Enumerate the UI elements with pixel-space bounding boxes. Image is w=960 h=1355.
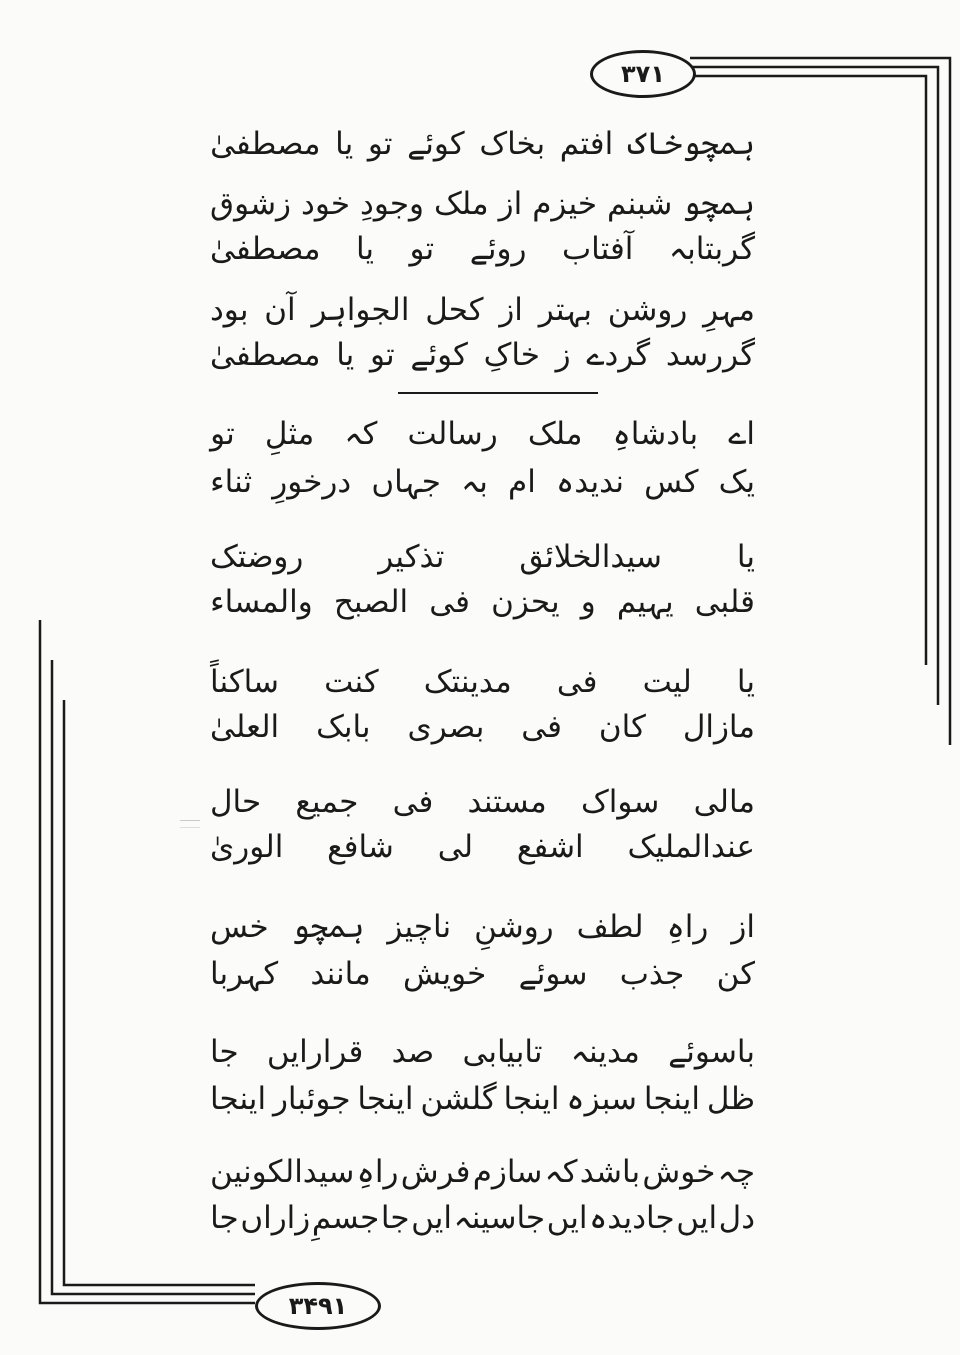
verse-word: یحزن — [491, 584, 560, 620]
verse-word: جا — [210, 1200, 239, 1236]
verse-word: سوئے — [518, 956, 588, 992]
verse-line — [210, 1196, 755, 1240]
verse-word: مستند — [467, 784, 547, 820]
verse-line — [210, 905, 755, 949]
verse-word: تابیابی — [462, 1034, 543, 1070]
verse-word: مدینہ — [570, 1034, 640, 1070]
verse-word: خس — [210, 909, 269, 945]
verse-word: جسمِ — [311, 1200, 380, 1236]
verse-word: فی — [392, 784, 434, 820]
verse-word: تو — [210, 416, 235, 452]
verse-line — [210, 1077, 755, 1121]
verse-line — [210, 780, 755, 824]
verse-word: یا — [335, 126, 354, 162]
verse-word: گردے — [586, 337, 651, 373]
verse-word: اے — [728, 416, 755, 452]
verse-word: مصطفیٰ — [210, 231, 321, 267]
verse-word: اینجا — [357, 1081, 414, 1117]
verse-word: الوریٰ — [210, 829, 284, 865]
verse-line — [210, 952, 755, 996]
verse-word: بہ — [461, 464, 488, 500]
verse-word: العلیٰ — [210, 709, 280, 745]
verse-word: صد — [391, 1034, 435, 1070]
verse-word: قلبی — [694, 584, 755, 620]
verse-word: روئے — [469, 231, 527, 267]
verse-word: راہِ — [356, 1154, 399, 1190]
verse-line — [210, 412, 755, 456]
verse-line — [210, 1150, 755, 1194]
verse-word: گلشن — [420, 1081, 497, 1117]
verse-word: والمساء — [210, 584, 313, 620]
verse-word: کنت — [324, 664, 379, 700]
verse-column — [210, 0, 755, 1355]
verse-word: شبنم — [607, 186, 673, 222]
verse-word: آن — [264, 292, 296, 328]
verse-word: مثلِ — [264, 416, 315, 452]
verse-word: جا — [380, 1200, 410, 1236]
verse-word: زاراں — [240, 1200, 311, 1236]
verse-word: کوئے — [410, 337, 468, 373]
verse-word: گررسد — [665, 337, 755, 373]
verse-word: راہِ — [666, 909, 709, 945]
verse-word: کحل — [425, 292, 484, 328]
verse-word: ہمچوخاک — [627, 126, 755, 162]
verse-word: ندیدہ — [556, 464, 624, 500]
verse-word: کوئے — [407, 126, 465, 162]
verse-line — [210, 288, 755, 332]
verse-word: کن — [716, 956, 755, 992]
verse-word: بصری — [407, 709, 485, 745]
verse-word: بود — [210, 292, 249, 328]
verse-line — [210, 227, 755, 271]
verse-word: ملک — [433, 186, 489, 222]
verse-word: ملک — [527, 416, 583, 452]
verse-word: مصطفیٰ — [210, 126, 321, 162]
verse-word: فی — [521, 709, 562, 745]
verse-line — [210, 660, 755, 704]
verse-word: ز — [555, 337, 571, 373]
verse-word: مصطفیٰ — [210, 337, 321, 373]
verse-word: بادشاہِ — [612, 416, 699, 452]
verse-word: الجواہر — [311, 292, 410, 328]
verse-word: کہربا — [210, 956, 279, 992]
verse-line — [210, 333, 755, 377]
verse-word: ایں — [411, 1200, 452, 1236]
verse-word: روشن — [607, 292, 688, 328]
verse-word: جا — [210, 1034, 239, 1070]
verse-word: کس — [644, 464, 699, 500]
verse-word: عندالملیک — [627, 829, 755, 865]
verse-word: خاکِ — [483, 337, 540, 373]
verse-word: مازال — [682, 709, 755, 745]
verse-word: ظل — [706, 1081, 755, 1117]
verse-word: فی — [429, 584, 470, 620]
verse-word: خوش — [642, 1154, 716, 1190]
verse-word: مانند — [310, 956, 371, 992]
verse-line — [210, 580, 755, 624]
verse-word: شافع — [327, 829, 394, 865]
verse-word: کہ — [344, 416, 378, 452]
verse-word: اینجا — [210, 1081, 267, 1117]
verse-word: از — [499, 292, 523, 328]
verse-word: یا — [336, 337, 355, 373]
verse-line — [210, 122, 755, 166]
verse-word: از — [498, 186, 523, 222]
verse-word: آفتاب — [561, 231, 634, 267]
verse-word: تو — [409, 231, 435, 267]
verse-word: سواک — [581, 784, 660, 820]
verse-word: سیدالکونین — [210, 1154, 355, 1190]
verse-word: جذب — [619, 956, 685, 992]
verse-word: رسالت — [407, 416, 498, 452]
verse-word: لی — [437, 829, 474, 865]
verse-word: جادیدہ — [589, 1200, 675, 1236]
verse-word: ثناء — [210, 464, 253, 500]
verse-word: سبزہ — [566, 1081, 638, 1117]
verse-word: چہ — [717, 1154, 755, 1190]
verse-word: لطف — [576, 909, 644, 945]
verse-word: یک — [718, 464, 755, 500]
verse-word: یا — [736, 539, 755, 575]
verse-word: خویش — [403, 956, 487, 992]
verse-word: ایں — [676, 1200, 718, 1236]
verse-word: از — [731, 909, 755, 945]
verse-word: الصبح — [333, 584, 409, 620]
top-page-number: ۳۷۱ — [590, 50, 696, 98]
verse-word: خود — [301, 186, 351, 222]
verse-word: بخاک — [479, 126, 546, 162]
verse-line — [210, 825, 755, 869]
bottom-page-number: ۳۴۹۱ — [255, 1282, 381, 1330]
verse-word: تو — [367, 126, 393, 162]
verse-word: جمیع — [295, 784, 359, 820]
verse-word: اشفع — [516, 829, 584, 865]
verse-word: کان — [598, 709, 646, 745]
verse-word: بابک — [316, 709, 371, 745]
verse-line — [210, 705, 755, 749]
verse-word: جاسینہ — [453, 1200, 546, 1236]
verse-word: سازم — [472, 1154, 543, 1190]
verse-line — [210, 1030, 755, 1074]
verse-word: ہمچو — [682, 186, 755, 222]
verse-word: باشد — [579, 1154, 641, 1190]
verse-word: فرش — [400, 1154, 471, 1190]
verse-word: یا — [355, 231, 375, 267]
verse-line — [210, 535, 755, 579]
verse-word: ساکناً — [210, 664, 279, 700]
verse-word: تذکیر — [378, 539, 445, 575]
scan-speck — [180, 820, 200, 828]
verse-word: فی — [556, 664, 598, 700]
verse-word: اینجا — [503, 1081, 560, 1117]
verse-word: روشنِ — [474, 909, 554, 945]
verse-word: جوئبار — [272, 1081, 351, 1117]
verse-line — [210, 460, 755, 504]
verse-word: تو — [369, 337, 395, 373]
verse-word: ایں — [546, 1200, 588, 1236]
verse-word: روضتک — [210, 539, 304, 575]
verse-word: مدینتک — [423, 664, 512, 700]
verse-word: درخورِ — [272, 464, 352, 500]
verse-word: قرارایں — [266, 1034, 364, 1070]
verse-word: و — [580, 584, 596, 620]
verse-word: جہاں — [371, 464, 441, 500]
verse-word: گربتابہ — [668, 231, 755, 267]
verse-word: وجودِ — [360, 186, 424, 222]
verse-word: اینجا — [643, 1081, 700, 1117]
verse-word: افتم — [559, 126, 614, 162]
verse-word: ام — [508, 464, 536, 500]
verse-line — [210, 182, 755, 226]
verse-word: ہمچو — [291, 909, 365, 945]
verse-word: بہتر — [538, 292, 592, 328]
verse-word: زشوق — [210, 186, 292, 222]
verse-word: دل — [718, 1200, 755, 1236]
verse-word: یہیم — [616, 584, 674, 620]
verse-word: مالی — [693, 784, 755, 820]
verse-word: خیزم — [532, 186, 598, 222]
verse-word: حال — [210, 784, 262, 820]
verse-word: ناچیز — [387, 909, 452, 945]
verse-word: کہ — [544, 1154, 578, 1190]
verse-word: یا — [736, 664, 755, 700]
verse-word: مہرِ — [703, 292, 755, 328]
verse-word: باسوئے — [668, 1034, 755, 1070]
verse-word: سیدالخلائق — [519, 539, 662, 575]
verse-word: لیت — [642, 664, 692, 700]
